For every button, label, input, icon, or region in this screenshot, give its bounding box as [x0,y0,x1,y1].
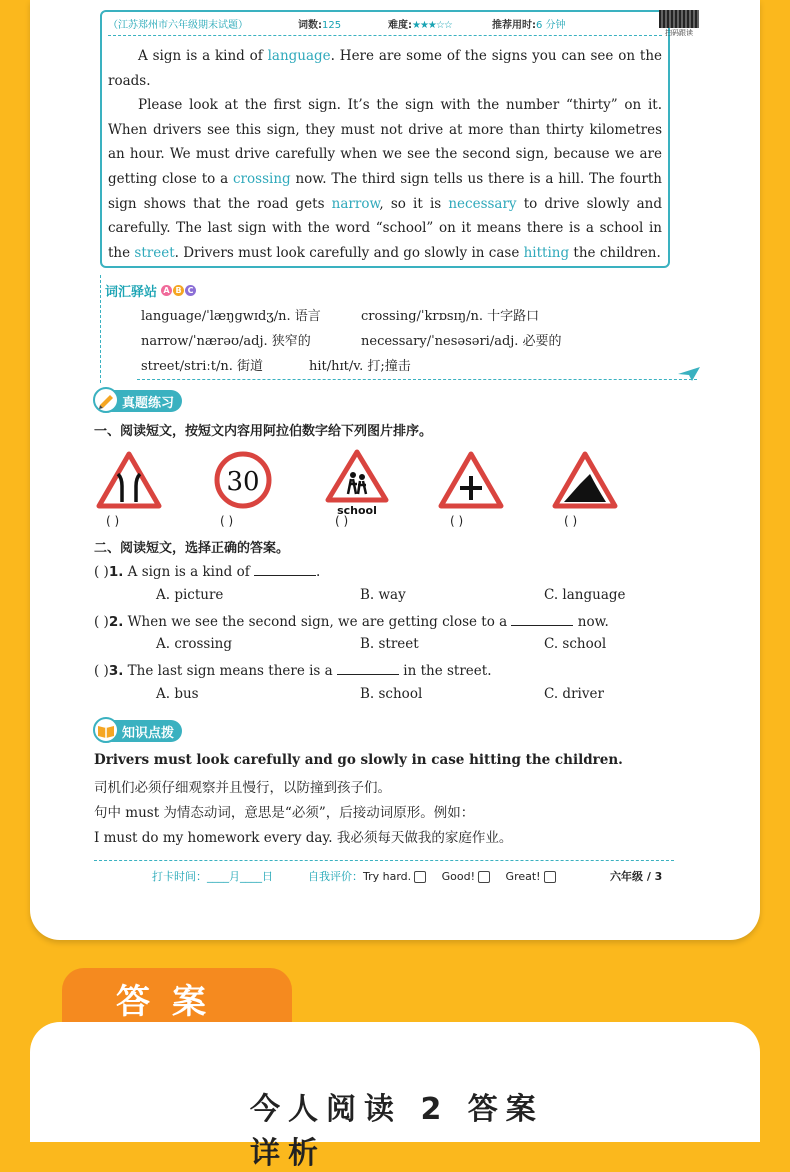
crossroad-sign-icon [438,448,504,528]
vocab-row: street/striːt/n. 街道 hit/hɪt/v. 打;撞击 [141,359,411,374]
option: C. school [544,636,607,652]
worksheet-page [30,0,760,940]
option: A. picture [156,587,224,603]
book-icon [92,716,120,744]
answer-title: 今人阅读 2 答案详析 [250,1092,544,1171]
svg-text:school: school [337,504,377,517]
reading-passage-box [100,10,693,268]
good-checkbox[interactable] [478,871,490,883]
recommended-time: 推荐用时:6 分钟 [492,20,566,31]
answer-blank[interactable]: ( ) [220,514,234,528]
qr-code[interactable]: 扫码跟读 [656,10,702,40]
pencil-icon [92,386,120,414]
vocabulary-section [100,275,700,383]
vocab-row: language/ˈlæŋɡwɪdʒ/n. 语言 crossing/ˈkrɒsɪŋ/n. 十字路口 [141,309,540,324]
checkin-date: 打卡时间：____月____日 [152,870,273,883]
knowledge-translation: 司机们必须仔细观察并且慢行，以防撞到孩子们。 [94,780,391,796]
question-1: ( )1. A sign is a kind of . [94,564,321,580]
option: A. bus [156,686,199,702]
school-sign-icon [324,448,390,528]
knowledge-explanation: 句中 must 为情态动词，意思是“必须”，后接动词原形。例如： [94,805,475,821]
road-signs [96,448,636,533]
answer-blank[interactable]: ( ) [564,514,578,528]
passage-header [108,12,662,36]
practice-badge: 真题练习 [96,390,182,412]
svg-text:30: 30 [226,467,260,497]
passage-text [108,36,662,265]
word-count: 词数:125 [298,20,342,31]
vocab-row: narrow/ˈnærəʊ/adj. 狭窄的 necessary/ˈnesəsəri/adj. 必要的 [141,334,562,349]
question-2: ( )2. When we see the second sign, we are getting close to a now. [94,614,609,630]
knowledge-example: I must do my homework every day. 我必须每天做我的家庭作业。 [94,830,513,846]
source-label: （江苏郑州市六年级期末试题） [108,20,248,31]
self-evaluation: 自我评价：Try hard. Good! Great! [308,868,556,884]
knowledge-badge: 知识点拨 [96,720,182,742]
answer-blank[interactable]: ( ) [335,514,349,528]
answer-card [30,1022,760,1171]
paragraph-1: A sign is a kind of language. Here are some of the signs you can see on the roads. [108,48,662,89]
page-number: 六年级 / 3 [610,870,663,883]
option: A. crossing [156,636,232,652]
difficulty-rating: 难度:★★★☆☆ [388,20,452,31]
paper-plane-icon [678,367,700,381]
page-footer [94,860,674,886]
part1-title: 一、阅读短文，按短文内容用阿拉伯数字给下列图片排序。 [94,424,433,439]
qr-code-icon [659,10,699,28]
abc-icon: A B C [161,285,196,296]
option: C. language [544,587,626,603]
great-checkbox[interactable] [544,871,556,883]
divider [137,379,697,380]
knowledge-sentence: Drivers must look carefully and go slowly in case hitting the children. [94,752,623,768]
answer-blank[interactable]: ( ) [450,514,464,528]
question-3: ( )3. The last sign means there is a in the street. [94,663,492,679]
part2-title: 二、阅读短文，选择正确的答案。 [94,541,290,556]
answer-blank[interactable]: ( ) [106,514,120,528]
paragraph-2: Please look at the first sign. It’s the sign with the number “thirty” on it. When drivers see this sign, they must not drive at more than thirty kilometres an hour. We must drive carefully when we see the second sign, because we are getting close to a crossing now. The third sign tells us there is a hill. The fourth sign shows that the road gets narrow, so it is necessary to drive slowly and carefully. The last sign with the word “school” on it means there is a school in the street. Drivers must look carefully and go slowly in case hitting the children. [108,97,662,261]
option: C. driver [544,686,604,702]
hill-sign-icon [552,448,618,528]
vocab-title: 词汇驿站 A B C [105,281,196,300]
try-hard-checkbox[interactable] [414,871,426,883]
option: B. school [360,686,423,702]
option: B. way [360,587,406,603]
answer-tab[interactable]: 答案 [62,968,292,1024]
option: B. street [360,636,419,652]
